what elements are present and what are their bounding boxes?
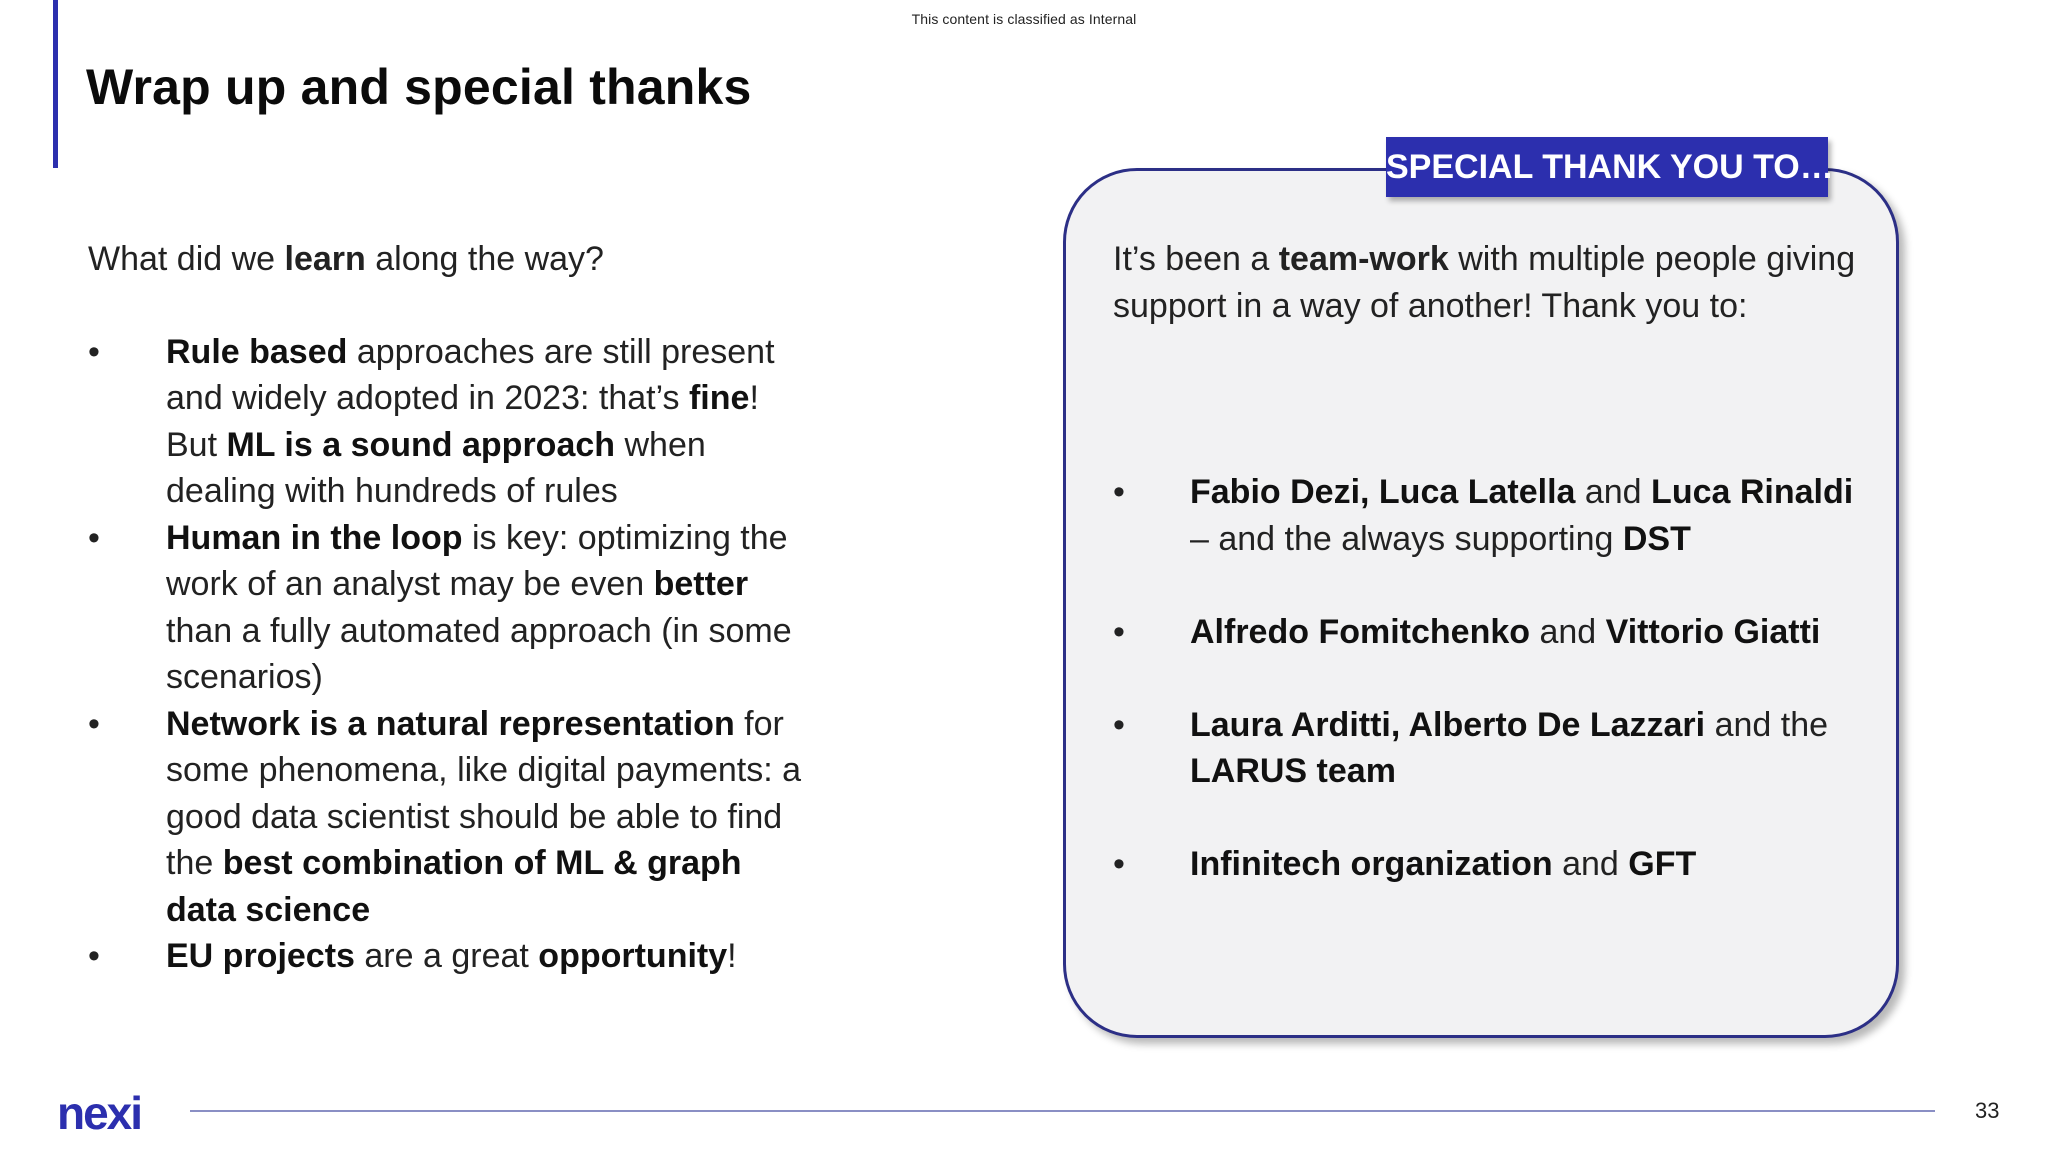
bullet-icon: • <box>88 937 100 975</box>
thanks-card-label: SPECIAL THANK YOU TO… <box>1386 137 1828 197</box>
intro-bold-learn: learn <box>284 240 366 278</box>
thanks-1-text-b: – and the always supporting <box>1190 519 1623 558</box>
bullet-icon: • <box>1113 473 1125 511</box>
thanks-intro-text-2: with multiple people giving support in a way of another! Thank you to: <box>1113 240 1856 325</box>
learning-4-bold-a: EU projects <box>166 937 355 975</box>
learning-4-text-b: ! <box>727 937 737 975</box>
thanks-3-bold-a: Laura Arditti, Alberto De Lazzari <box>1190 705 1706 744</box>
thanks-item-larus <box>1113 702 1873 795</box>
learning-item-eu-projects <box>88 933 808 980</box>
thanks-1-bold-c: DST <box>1622 519 1691 558</box>
thanks-4-bold-a: Infinitech organization <box>1190 845 1553 883</box>
intro-text-1: What did we <box>88 240 285 278</box>
learnings-section <box>88 236 808 980</box>
slide-title: Wrap up and special thanks <box>86 59 752 115</box>
learning-4-bold-b: opportunity <box>538 937 728 975</box>
bullet-icon: • <box>1113 612 1125 651</box>
thanks-2-text-a: and <box>1530 612 1606 651</box>
thanks-item-dst <box>1113 469 1873 562</box>
learning-4-text-a: are a great <box>354 937 539 975</box>
learning-2-bold-b: better <box>653 565 749 603</box>
classification-notice: This content is classified as Internal <box>911 11 1137 27</box>
thanks-list <box>1113 469 1873 934</box>
bullet-icon: • <box>1113 705 1125 744</box>
learning-3-text-a: for some phenomena, like digital payments: a good data scientist should be able to find the <box>166 704 802 882</box>
thanks-intro-text-1: It’s been a <box>1113 240 1279 278</box>
thanks-2-bold-a: Alfredo Fomitchenko <box>1190 612 1531 651</box>
thanks-item-infinitech <box>1113 841 1873 888</box>
thanks-item-fomitchenko <box>1113 609 1873 656</box>
learning-1-text-b: ! But <box>166 379 759 464</box>
nexi-logo: nexi <box>57 1087 142 1139</box>
learning-2-bold-a: Human in the loop <box>166 518 463 557</box>
learning-item-human-in-loop <box>88 515 808 701</box>
learning-3-bold-b: best combination of ML & graph data science <box>166 844 742 929</box>
learning-item-network <box>88 701 808 934</box>
thanks-1-bold-a: Fabio Dezi, Luca Latella <box>1190 473 1576 511</box>
learning-1-bold-c: ML is a sound approach <box>226 425 616 464</box>
thanks-4-text-a: and <box>1552 845 1629 883</box>
thanks-1-text-a: and <box>1575 473 1652 511</box>
thanks-intro <box>1113 236 1873 329</box>
bullet-icon: • <box>88 518 100 557</box>
thanks-2-bold-b: Vittorio Giatti <box>1605 612 1821 651</box>
learning-1-text-a: approaches are still present and widely adopted in 2023: that’s <box>166 332 775 417</box>
learning-item-rule-based <box>88 329 808 515</box>
learning-1-bold-b: fine <box>688 379 750 417</box>
bullet-icon: • <box>1113 845 1125 883</box>
learning-2-text-b: than a fully automated approach (in some scenarios) <box>166 611 792 696</box>
thanks-4-bold-b: GFT <box>1628 845 1697 883</box>
title-accent-bar <box>53 0 58 168</box>
page-number: 33 <box>1975 1098 2000 1123</box>
learnings-intro <box>88 236 808 283</box>
thanks-intro-bold: team-work <box>1278 240 1449 278</box>
learnings-list <box>88 329 808 980</box>
footer-divider <box>190 1110 1935 1112</box>
learning-2-text-a: is key: optimizing the work of an analyst may be even <box>166 518 788 603</box>
thanks-3-text-a: and the <box>1705 705 1829 744</box>
bullet-icon: • <box>88 332 100 371</box>
bullet-icon: • <box>88 704 100 743</box>
learning-1-text-c: when dealing with hundreds of rules <box>166 425 706 510</box>
learning-3-bold-a: Network is a natural representation <box>166 704 735 743</box>
thanks-3-bold-b: LARUS team <box>1190 752 1396 790</box>
intro-text-2: along the way? <box>365 240 604 278</box>
learning-1-bold-a: Rule based <box>166 332 348 371</box>
thanks-1-bold-b: Luca Rinaldi <box>1651 473 1854 511</box>
